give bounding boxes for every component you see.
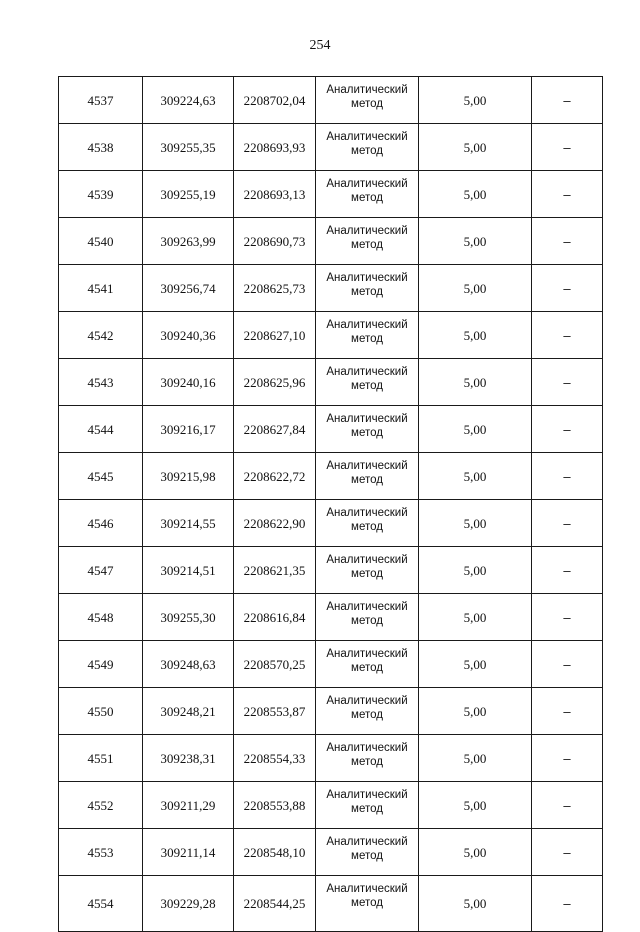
note-cell: –: [532, 265, 603, 312]
coordinates-table-body: [59, 77, 603, 932]
accuracy-cell: 5,00: [419, 594, 532, 641]
table-row: [59, 735, 603, 782]
page-number: 254: [309, 38, 331, 53]
x-coordinate-cell: 309255,35: [143, 124, 234, 171]
accuracy-cell: 5,00: [419, 312, 532, 359]
point-number-cell: 4553: [59, 829, 143, 876]
method-cell: Аналитический метод: [316, 735, 419, 782]
x-coordinate-cell: 309263,99: [143, 218, 234, 265]
y-coordinate-cell: 2208553,87: [234, 688, 316, 735]
y-coordinate-cell: 2208622,90: [234, 500, 316, 547]
method-cell: Аналитический метод: [316, 312, 419, 359]
method-cell: Аналитический метод: [316, 265, 419, 312]
note-cell: –: [532, 77, 603, 124]
accuracy-cell: 5,00: [419, 688, 532, 735]
table-row: [59, 218, 603, 265]
table-row: [59, 500, 603, 547]
y-coordinate-cell: 2208570,25: [234, 641, 316, 688]
table-row: [59, 77, 603, 124]
y-coordinate-cell: 2208554,33: [234, 735, 316, 782]
x-coordinate-cell: 309215,98: [143, 453, 234, 500]
accuracy-cell: 5,00: [419, 171, 532, 218]
x-coordinate-cell: 309248,63: [143, 641, 234, 688]
accuracy-cell: 5,00: [419, 876, 532, 932]
x-coordinate-cell: 309211,29: [143, 782, 234, 829]
note-cell: –: [532, 594, 603, 641]
note-cell: –: [532, 124, 603, 171]
method-cell: Аналитический метод: [316, 641, 419, 688]
accuracy-cell: 5,00: [419, 453, 532, 500]
table-row: [59, 312, 603, 359]
x-coordinate-cell: 309256,74: [143, 265, 234, 312]
x-coordinate-cell: 309229,28: [143, 876, 234, 932]
accuracy-cell: 5,00: [419, 77, 532, 124]
accuracy-cell: 5,00: [419, 641, 532, 688]
point-number-cell: 4552: [59, 782, 143, 829]
note-cell: –: [532, 171, 603, 218]
x-coordinate-cell: 309255,19: [143, 171, 234, 218]
method-cell: Аналитический метод: [316, 359, 419, 406]
method-cell: Аналитический метод: [316, 406, 419, 453]
y-coordinate-cell: 2208553,88: [234, 782, 316, 829]
note-cell: –: [532, 876, 603, 932]
method-cell: Аналитический метод: [316, 688, 419, 735]
table-row: [59, 688, 603, 735]
y-coordinate-cell: 2208625,73: [234, 265, 316, 312]
x-coordinate-cell: 309238,31: [143, 735, 234, 782]
y-coordinate-cell: 2208702,04: [234, 77, 316, 124]
x-coordinate-cell: 309255,30: [143, 594, 234, 641]
method-cell: Аналитический метод: [316, 500, 419, 547]
y-coordinate-cell: 2208627,10: [234, 312, 316, 359]
point-number-cell: 4549: [59, 641, 143, 688]
note-cell: –: [532, 453, 603, 500]
accuracy-cell: 5,00: [419, 124, 532, 171]
point-number-cell: 4546: [59, 500, 143, 547]
table-row: [59, 171, 603, 218]
note-cell: –: [532, 735, 603, 782]
x-coordinate-cell: 309211,14: [143, 829, 234, 876]
accuracy-cell: 5,00: [419, 218, 532, 265]
point-number-cell: 4550: [59, 688, 143, 735]
y-coordinate-cell: 2208693,13: [234, 171, 316, 218]
y-coordinate-cell: 2208625,96: [234, 359, 316, 406]
note-cell: –: [532, 359, 603, 406]
point-number-cell: 4544: [59, 406, 143, 453]
accuracy-cell: 5,00: [419, 359, 532, 406]
accuracy-cell: 5,00: [419, 782, 532, 829]
accuracy-cell: 5,00: [419, 829, 532, 876]
table-row: [59, 829, 603, 876]
x-coordinate-cell: 309216,17: [143, 406, 234, 453]
table-row: [59, 547, 603, 594]
table-row: [59, 359, 603, 406]
coordinates-table: [58, 76, 603, 932]
point-number-cell: 4542: [59, 312, 143, 359]
x-coordinate-cell: 309224,63: [143, 77, 234, 124]
accuracy-cell: 5,00: [419, 265, 532, 312]
point-number-cell: 4551: [59, 735, 143, 782]
point-number-cell: 4541: [59, 265, 143, 312]
note-cell: –: [532, 500, 603, 547]
note-cell: –: [532, 829, 603, 876]
method-cell: Аналитический метод: [316, 782, 419, 829]
note-cell: –: [532, 641, 603, 688]
note-cell: –: [532, 406, 603, 453]
table-row: [59, 782, 603, 829]
accuracy-cell: 5,00: [419, 500, 532, 547]
y-coordinate-cell: 2208548,10: [234, 829, 316, 876]
accuracy-cell: 5,00: [419, 735, 532, 782]
method-cell: Аналитический метод: [316, 453, 419, 500]
accuracy-cell: 5,00: [419, 406, 532, 453]
x-coordinate-cell: 309214,51: [143, 547, 234, 594]
point-number-cell: 4547: [59, 547, 143, 594]
point-number-cell: 4538: [59, 124, 143, 171]
x-coordinate-cell: 309240,36: [143, 312, 234, 359]
y-coordinate-cell: 2208693,93: [234, 124, 316, 171]
point-number-cell: 4543: [59, 359, 143, 406]
x-coordinate-cell: 309214,55: [143, 500, 234, 547]
point-number-cell: 4554: [59, 876, 143, 932]
table-row: [59, 594, 603, 641]
y-coordinate-cell: 2208690,73: [234, 218, 316, 265]
point-number-cell: 4537: [59, 77, 143, 124]
note-cell: –: [532, 312, 603, 359]
x-coordinate-cell: 309240,16: [143, 359, 234, 406]
table-row: [59, 876, 603, 932]
x-coordinate-cell: 309248,21: [143, 688, 234, 735]
method-cell: Аналитический метод: [316, 829, 419, 876]
point-number-cell: 4540: [59, 218, 143, 265]
note-cell: –: [532, 782, 603, 829]
note-cell: –: [532, 547, 603, 594]
y-coordinate-cell: 2208621,35: [234, 547, 316, 594]
table-row: [59, 453, 603, 500]
y-coordinate-cell: 2208544,25: [234, 876, 316, 932]
method-cell: Аналитический метод: [316, 77, 419, 124]
method-cell: Аналитический метод: [316, 547, 419, 594]
table-row: [59, 641, 603, 688]
table-row: [59, 124, 603, 171]
y-coordinate-cell: 2208622,72: [234, 453, 316, 500]
method-cell: Аналитический метод: [316, 124, 419, 171]
table-row: [59, 265, 603, 312]
method-cell: Аналитический метод: [316, 218, 419, 265]
method-cell: Аналитический метод: [316, 171, 419, 218]
table-row: [59, 406, 603, 453]
method-cell: Аналитический метод: [316, 594, 419, 641]
note-cell: –: [532, 218, 603, 265]
point-number-cell: 4539: [59, 171, 143, 218]
point-number-cell: 4545: [59, 453, 143, 500]
method-cell: Аналитический метод: [316, 876, 419, 932]
point-number-cell: 4548: [59, 594, 143, 641]
y-coordinate-cell: 2208627,84: [234, 406, 316, 453]
accuracy-cell: 5,00: [419, 547, 532, 594]
note-cell: –: [532, 688, 603, 735]
y-coordinate-cell: 2208616,84: [234, 594, 316, 641]
